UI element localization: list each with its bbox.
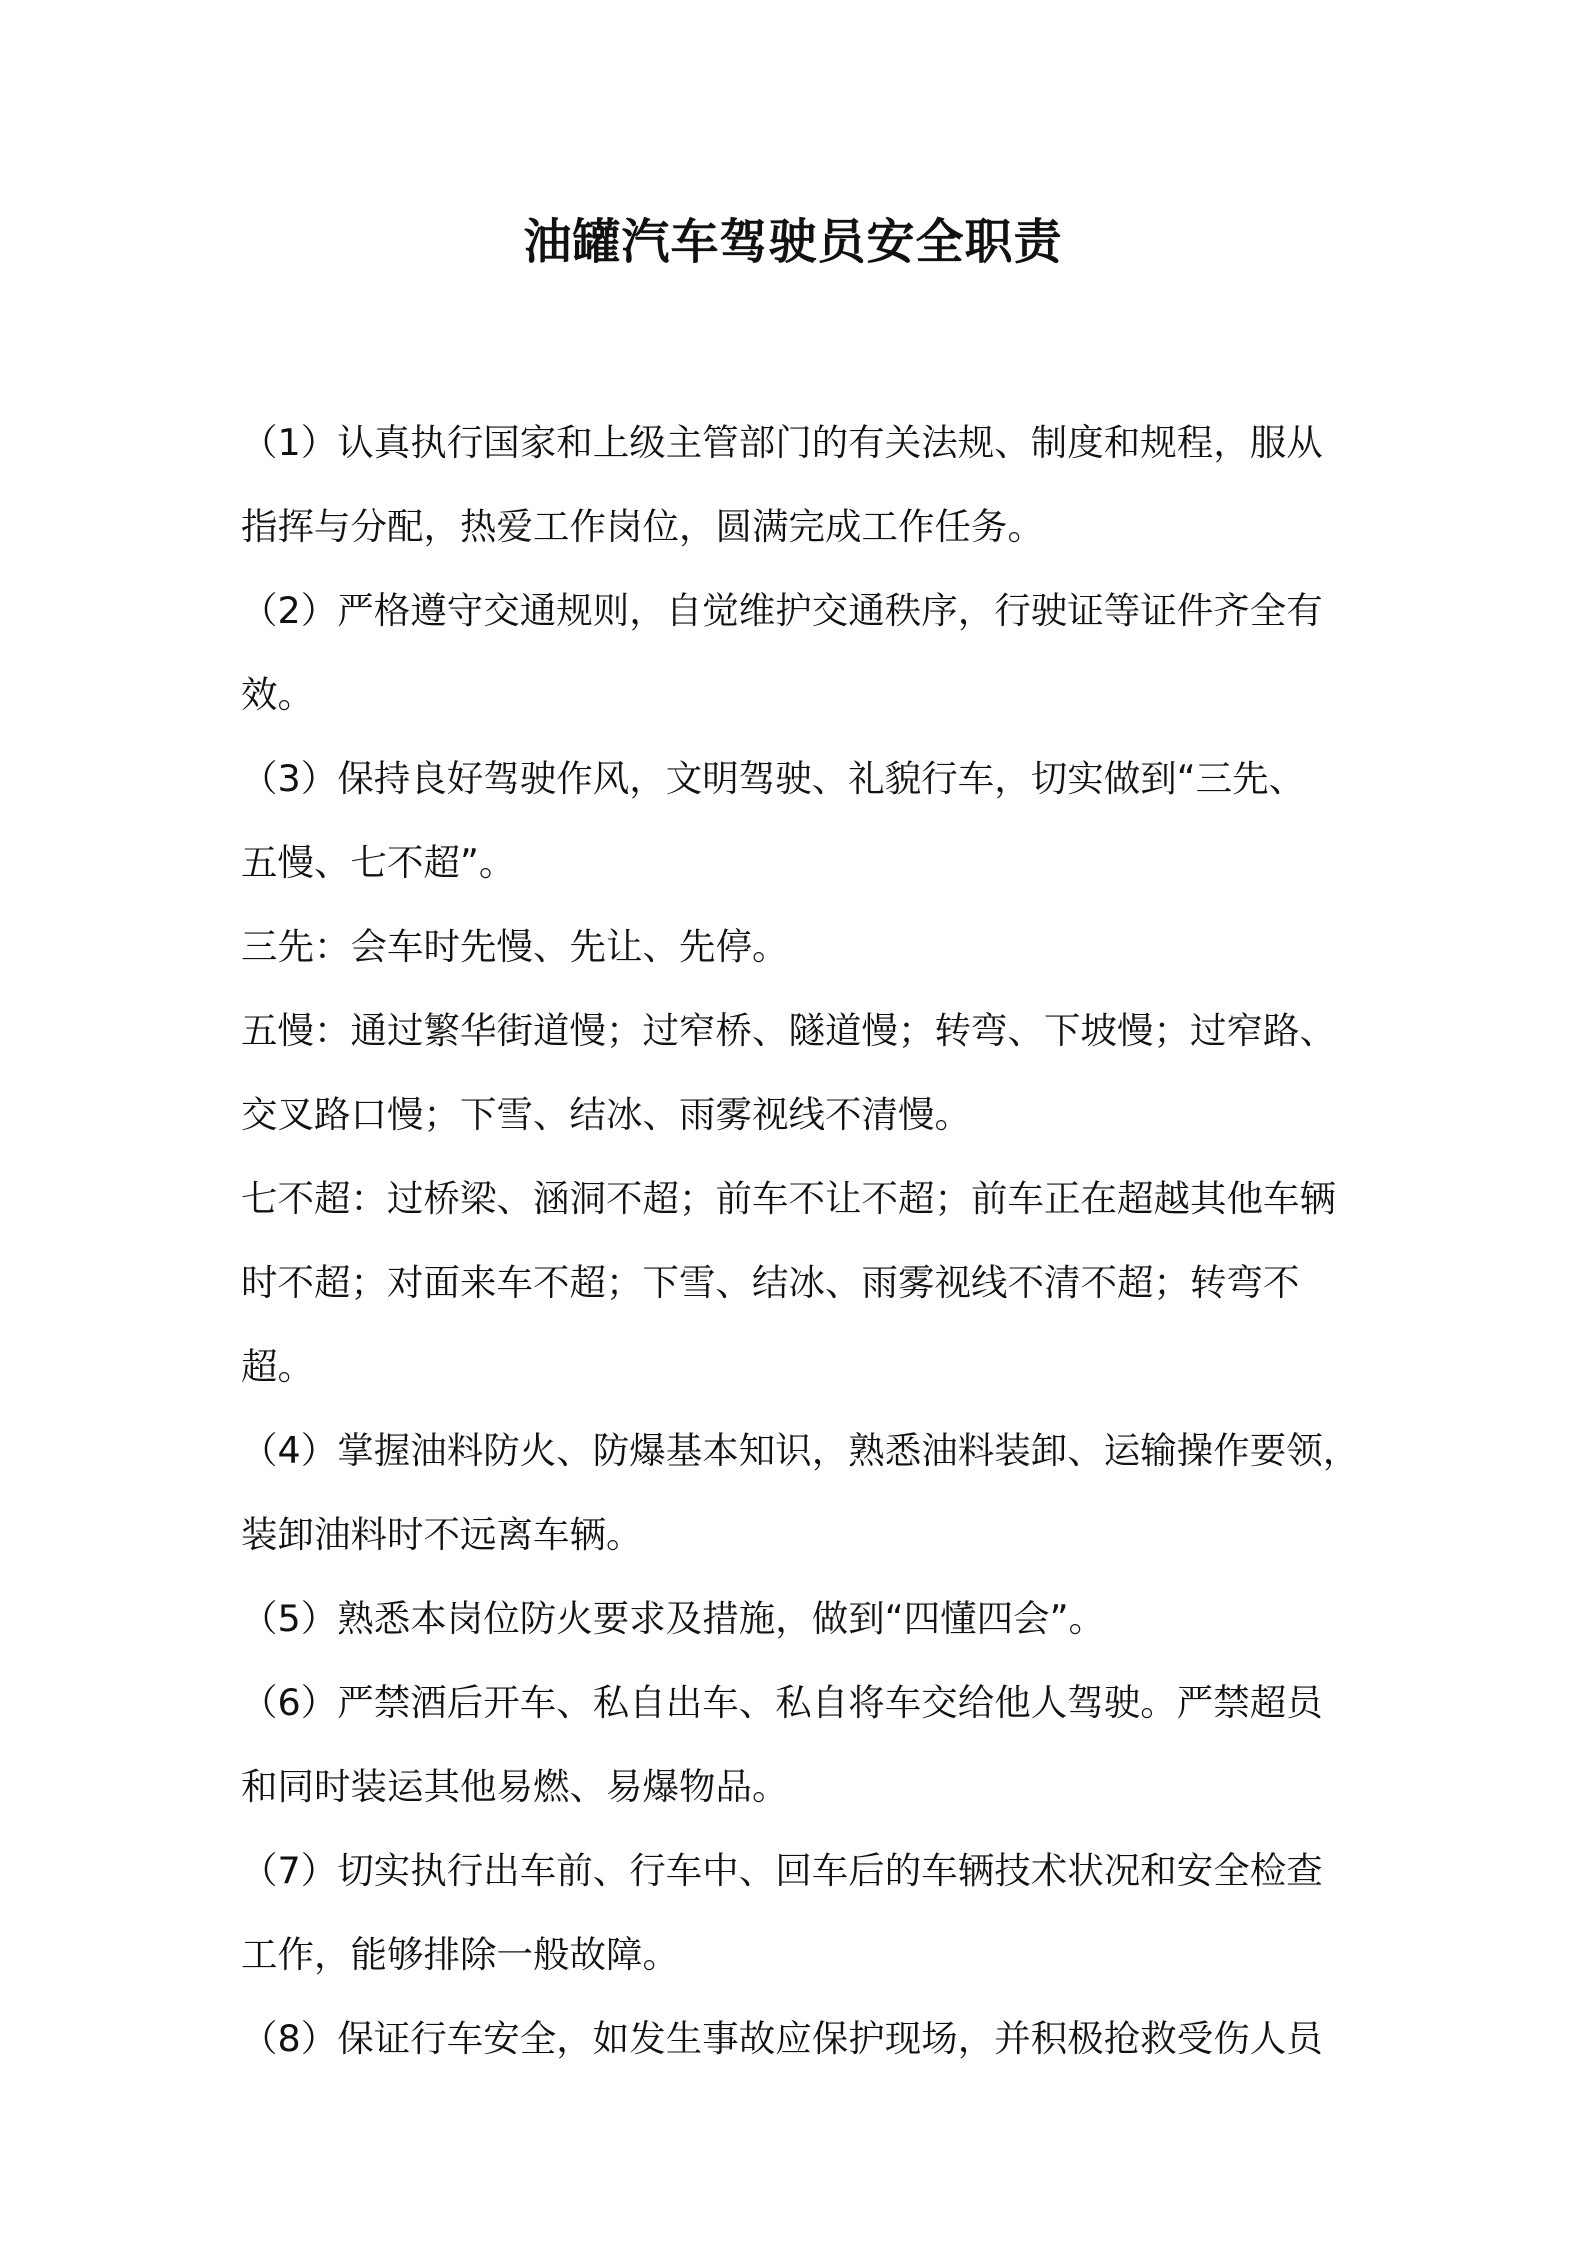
paragraph-three-first: 三先：会车时先慢、先让、先停。 — [241, 925, 789, 968]
paragraph-seven-no-overtake: 七不超：过桥梁、涵洞不超；前车不让不超；前车正在超越其他车辆 时不超；对面来车不超；下雪、结冰、雨雾视线不清不超；转弯不超。 — [241, 1177, 1336, 1388]
paragraph-duty-8: （8）保证行车安全，如发生事故应保护现场，并积极抢救受伤人员 — [241, 2017, 1323, 2060]
document-body — [241, 401, 1361, 2081]
paragraph-duty-7: （7）切实执行出车前、行车中、回车后的车辆技术状况和安全检查 工作，能够排除一般故障。 — [241, 1849, 1323, 1976]
document-title: 油罐汽车驾驶员安全职责 — [523, 214, 1063, 270]
paragraph-duty-1: （1）认真执行国家和上级主管部门的有关法规、制度和规程，服从 指挥与分配，热爱工作岗位，圆满完成工作任务。 — [241, 421, 1323, 548]
paragraph-five-slow: 五慢：通过繁华街道慢；过窄桥、隧道慢；转弯、下坡慢；过窄路、 交叉路口慢；下雪、结冰、雨雾视线不清慢。 — [241, 1009, 1336, 1136]
paragraph-duty-5: （5）熟悉本岗位防火要求及措施，做到“四懂四会”。 — [241, 1597, 1106, 1640]
paragraph-duty-6: （6）严禁酒后开车、私自出车、私自将车交给他人驾驶。严禁超员 和同时装运其他易燃、易爆物品。 — [241, 1681, 1323, 1808]
paragraph-duty-4: （4）掌握油料防火、防爆基本知识，熟悉油料装卸、运输操作要领， 装卸油料时不远离车辆。 — [241, 1429, 1360, 1556]
paragraph-duty-2: （2）严格遵守交通规则，自觉维护交通秩序，行驶证等证件齐全有 效。 — [241, 589, 1323, 716]
paragraph-duty-3: （3）保持良好驾驶作风，文明驾驶、礼貌行车，切实做到“三先、 五慢、七不超”。 — [241, 757, 1306, 884]
